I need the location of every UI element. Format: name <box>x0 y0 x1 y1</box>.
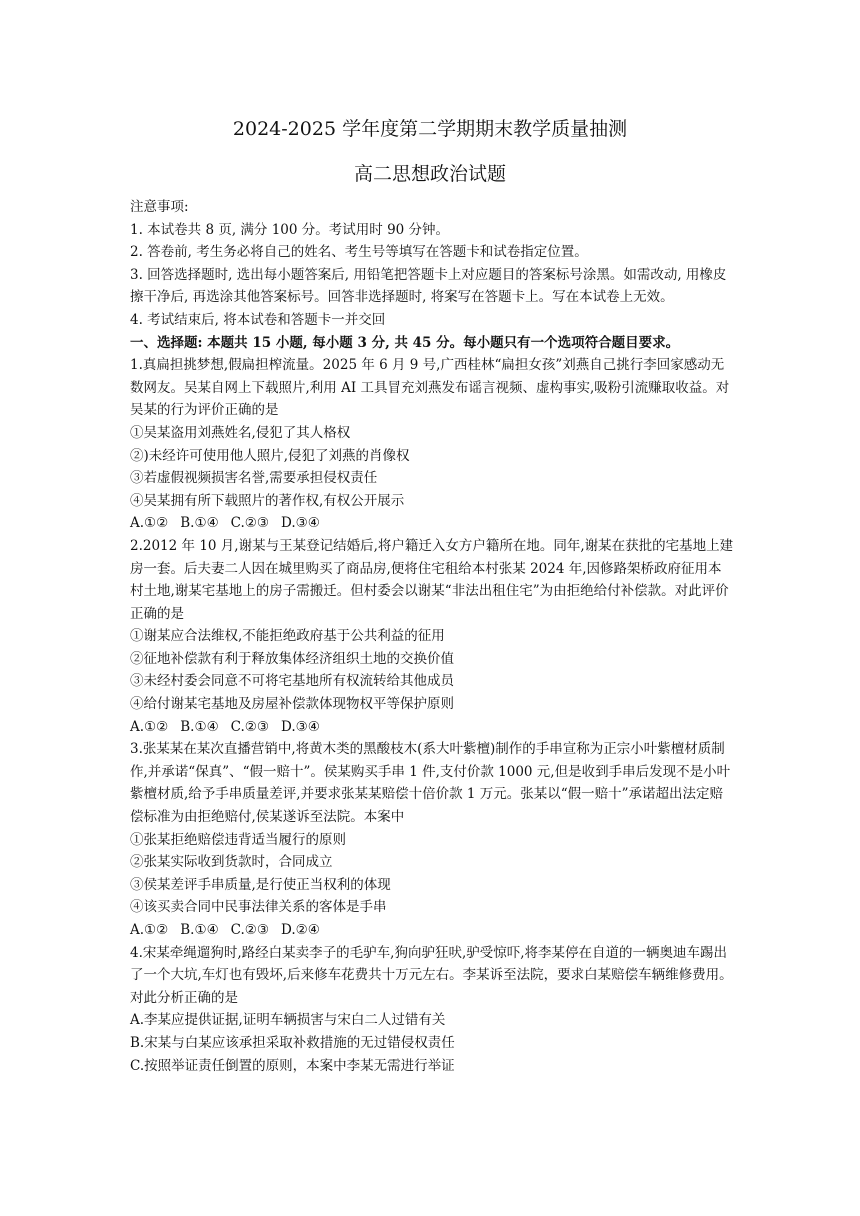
option-a: A.①② <box>130 515 169 532</box>
answer-options <box>130 716 735 739</box>
option-c: C.②③ <box>230 922 270 938</box>
question-item: ③未经村委会同意不可将宅基地所有权流转给其他成员 <box>130 673 454 690</box>
question-stem: 1.真扁担挑梦想,假扁担榨流量。2025 年 6 月 9 号,广西桂林“扁担女孩”刘燕自己挑行李回家感动无数网友。吴某自网上下载照片,利用 AI 工具冒充刘燕发布谣言视频、虚构事实,吸粉引流赚取收益。对吴某的行为评价正确的是 <box>130 357 730 419</box>
option-c: C.②③ <box>230 515 270 532</box>
question-item: ④该买卖合同中民事法律关系的客体是手串 <box>130 899 387 916</box>
answer-options <box>130 919 735 942</box>
question-item: A.李某应提供证据,证明车辆损害与宋白二人过错有关 <box>130 1012 446 1029</box>
question-item: ③若虚假视频损害名誉,需要承担侵权责任 <box>130 470 378 487</box>
notice-item: 2. 答卷前, 考生务必将自己的姓名、考生号等填写在答题卡和试卷指定位置。 <box>130 244 588 261</box>
option-b: B.①④ <box>180 922 219 938</box>
option-a: A.①② <box>130 922 169 938</box>
question-item: ④吴某拥有所下载照片的著作权,有权公开展示 <box>130 492 405 509</box>
exam-subtitle: 高二思想政治试题 <box>353 163 506 185</box>
question-stem: 2.2012 年 10 月,谢某与王某登记结婚后,将户籍迁入女方户籍所在地。同年,谢某在获批的宅基地上建房一套。后夫妻二人因在城里购买了商品房,便将住宅租给本村张某 2024 年,因修路架桥政府征用本村土地,谢某宅基地上的房子需搬迁。但村委会以谢某“非法出租住宅”为由拒绝给付补偿款。对此评价正确的是 <box>130 537 734 622</box>
option-a: A.①② <box>130 718 169 735</box>
question-stem: 4.宋某牵绳遛狗时,路经白某卖李子的毛驴车,狗向驴狂吠,驴受惊吓,将李某停在自道的一辆奥迪车踢出了一个大坑,车灯也有毁坏,后来修车花费共十万元左右。李某诉至法院，要求白某赔偿车辆维修费用。对此分析正确的是 <box>130 944 733 1006</box>
question-item: ①吴某盗用刘燕姓名,侵犯了其人格权 <box>130 424 351 441</box>
option-d: D.③④ <box>281 515 320 532</box>
question-item: ①谢某应合法维权,不能拒绝政府基于公共利益的征用 <box>130 628 445 645</box>
question-item: ①张某拒绝赔偿违背适当履行的原则 <box>130 831 346 848</box>
section-heading: 一、选择题: 本题共 15 小题, 每小题 3 分, 共 45 分。每小题只有一个选项符合题目要求。 <box>130 334 680 351</box>
option-b: B.①④ <box>180 718 219 735</box>
exam-body <box>130 196 735 1077</box>
option-b: B.①④ <box>180 515 219 532</box>
notice-item: 3. 回答选择题时, 选出每小题答案后, 用铅笔把答题卡上对应题目的答案标号涂黑。如需改动, 用橡皮擦干净后, 再选涂其他答案标号。回答非选择题时, 将案写在答题卡上。写在本试卷上无效。 <box>130 266 727 306</box>
exam-title: 2024-2025 学年度第二学期期末教学质量抽测 <box>232 118 628 140</box>
notice-item: 1. 本试卷共 8 页, 满分 100 分。考试用时 90 分钟。 <box>130 221 450 238</box>
question-item: B.宋某与白某应该承担采取补救措施的无过错侵权责任 <box>130 1034 455 1051</box>
question-item: ③侯某差评手串质量,是行使正当权利的体现 <box>130 876 391 893</box>
option-c: C.②③ <box>230 718 270 735</box>
question-item: ②征地补偿款有利于释放集体经济组织土地的交换价值 <box>130 650 454 667</box>
question-item: C.按照举证责任倒置的原则，本案中李某无需进行举证 <box>130 1057 455 1074</box>
notice-item: 4. 考试结束后, 将本试卷和答题卡一并交回 <box>130 311 386 328</box>
notice-heading: 注意事项: <box>130 199 189 215</box>
question-item: ②)未经许可使用他人照片,侵犯了刘燕的肖像权 <box>130 447 410 464</box>
option-d: D.③④ <box>281 718 320 735</box>
question-item: ②张某实际收到货款时，合同成立 <box>130 854 333 871</box>
option-d: D.②④ <box>281 922 320 938</box>
question-stem: 3.张某某在某次直播营销中,将黄木类的黑酸枝木(系大叶紫檀)制作的手串宣称为正宗小叶紫檀材质制作,并承诺“保真”、“假一赔十”。侯某购买手串 1 件,支付价款 1000 元,但是收到手串后发现不是小叶紫檀材质,给予手串质量差评,并要求张某某赔偿十倍价款 1 万元。张某以“假一赔十”承诺超出法定赔偿标准为由拒绝赔付,侯某遂诉至法院。本案中 <box>130 741 731 826</box>
question-item: ④给付谢某宅基地及房屋补偿款体现物权平等保护原则 <box>130 696 454 713</box>
answer-options <box>130 512 735 535</box>
